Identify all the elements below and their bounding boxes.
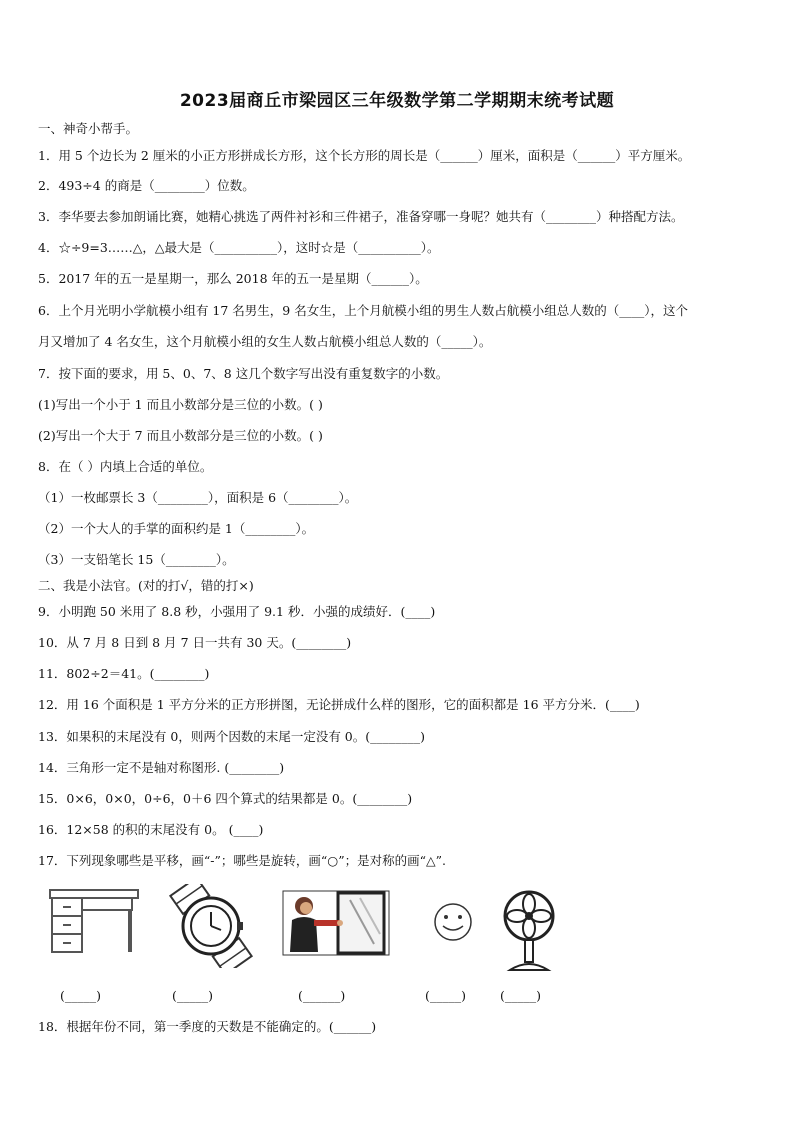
- question-6-line-2: 月又增加了 4 名女生，这个月航模小组的女生人数占航模小组总人数的（_____）。: [38, 334, 492, 349]
- question-14: 14．三角形一定不是轴对称图形. (________): [38, 760, 285, 775]
- page-title: 2023届商丘市梁园区三年级数学第二学期期末统考试题: [179, 91, 615, 111]
- question-1: 1．用 5 个边长为 2 厘米的小正方形拼成长方形，这个长方形的周长是（______）厘米，面积是（______）平方厘米。: [38, 148, 691, 163]
- question-18: 18．根据年份不同，第一季度的天数是不能确定的。(______): [38, 1019, 377, 1034]
- answer-blank-fan[interactable]: (_____): [500, 988, 542, 1003]
- question-6-line-1: 6．上个月光明小学航模小组有 17 名男生，9 名女生，上个月航模小组的男生人数占航模小组总人数的（____），这个: [38, 303, 688, 318]
- question-7-part-1: (1)写出一个小于 1 而且小数部分是三位的小数。( ): [38, 397, 323, 412]
- question-17-figures: [0, 880, 794, 1010]
- question-17: 17．下列现象哪些是平移，画“-”；哪些是旋转，画“○”；是对称的画“△”.: [38, 853, 446, 868]
- question-8: 8．在（ ）内填上合适的单位。: [38, 459, 213, 474]
- question-3: 3．李华要去参加朗诵比赛，她精心挑选了两件衬衫和三件裙子，准备穿哪一身呢？她共有（________）种搭配方法。: [38, 209, 684, 224]
- question-8-part-3: （3）一支铅笔长 15（________）。: [38, 552, 235, 567]
- question-7: 7．按下面的要求，用 5、0、7、8 这几个数字写出没有重复数字的小数。: [38, 366, 449, 381]
- question-7-part-2: (2)写出一个大于 7 而且小数部分是三位的小数。( ): [38, 428, 323, 443]
- wristwatch-icon: [165, 884, 257, 968]
- window-push-icon: [282, 890, 390, 956]
- question-10: 10．从 7 月 8 日到 8 月 7 日一共有 30 天。(________): [38, 635, 352, 650]
- section-heading-2: 二、我是小法官。(对的打√，错的打×): [38, 578, 254, 593]
- question-8-part-2: （2）一个大人的手掌的面积约是 1（________）。: [38, 521, 315, 536]
- question-16: 16．12×58 的积的末尾没有 0。 (____): [38, 822, 264, 837]
- question-11: 11．802÷2＝41。(________): [38, 666, 210, 681]
- answer-blank-desk[interactable]: (_____): [60, 988, 102, 1003]
- question-8-part-1: （1）一枚邮票长 3（________），面积是 6（________）。: [38, 490, 358, 505]
- question-9: 9．小明跑 50 米用了 8.8 秒，小强用了 9.1 秒．小强的成绩好．(____): [38, 604, 436, 619]
- question-13: 13．如果积的末尾没有 0，则两个因数的末尾一定没有 0。(________): [38, 729, 426, 744]
- section-heading-1: 一、神奇小帮手。: [38, 121, 139, 136]
- answer-blank-watch[interactable]: (_____): [172, 988, 214, 1003]
- question-2: 2．493÷4 的商是（________）位数。: [38, 178, 255, 193]
- desk-icon: [48, 888, 140, 956]
- question-12: 12．用 16 个面积是 1 平方分米的正方形拼图，无论拼成什么样的图形，它的面积都是 16 平方分米．(____): [38, 697, 640, 712]
- question-5: 5．2017 年的五一是星期一，那么 2018 年的五一是星期（______）。: [38, 271, 428, 286]
- electric-fan-icon: [500, 890, 558, 974]
- smiley-face-icon: [432, 902, 474, 942]
- question-15: 15．0×6，0×0，0÷6，0＋6 四个算式的结果都是 0。(________): [38, 791, 413, 806]
- answer-blank-window[interactable]: (______): [298, 988, 346, 1003]
- question-4: 4．☆÷9=3……△，△最大是（__________），这时☆是（__________）。: [38, 240, 440, 255]
- answer-blank-smiley[interactable]: (_____): [425, 988, 467, 1003]
